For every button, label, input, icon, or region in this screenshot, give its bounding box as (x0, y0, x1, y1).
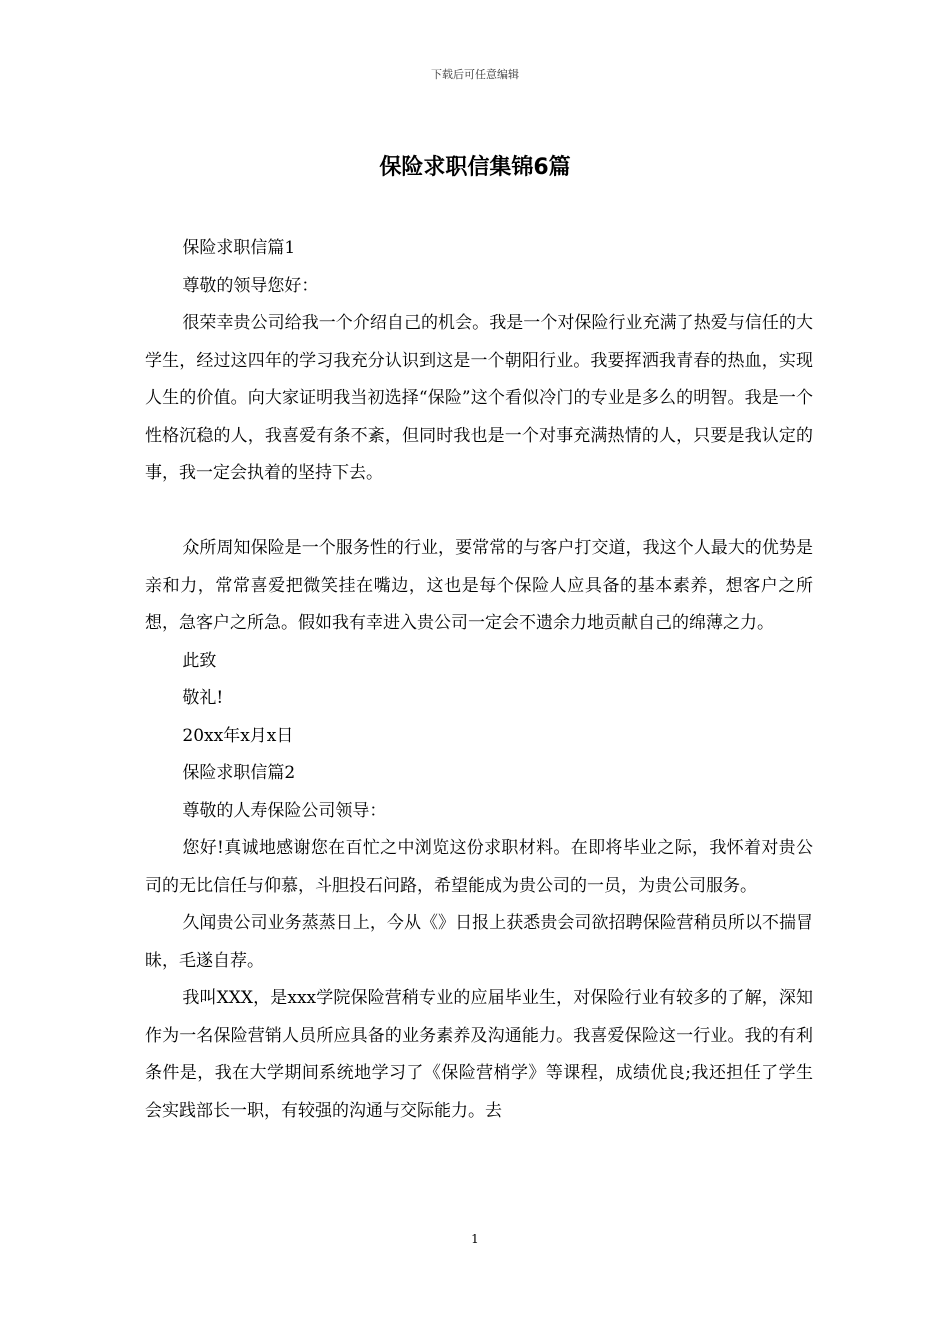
document-title: 保险求职信集锦6篇 (379, 155, 571, 180)
letter-date: 20xx年x月x日 (182, 725, 294, 746)
body-paragraph: 我叫XXX，是xxx学院保险营稍专业的应届毕业生，对保险行业有较多的了解，深知作为一名保险营销人员所应具备的业务素养及沟通能力。我喜爱保险这一行业。我的有利条件是，我在大学期间系统地学习了《保险营梢学》等课程，成绩优良;我还担任了学生会实践部长一职，有较强的沟通与交际能力。去 (145, 988, 813, 1121)
body-paragraph: 久闻贵公司业务蒸蒸日上，今从《》日报上获悉贵会司欲招聘保险营稍员所以不揣冒昧，毛遂自荐。 (145, 913, 813, 971)
section-heading-2: 保险求职信篇2 (182, 763, 296, 783)
page-header-note: 下载后可任意编辑 (431, 68, 519, 81)
salutation-1: 尊敬的领导您好： (182, 275, 319, 296)
section-heading-1: 保险求职信篇1 (182, 238, 296, 258)
body-paragraph: 您好!真诚地感谢您在百忙之中浏览这份求职材料。在即将毕业之际，我怀着对贵公司的无比信任与仰慕，斗胆投石问路，希望能成为贵公司的一员，为贵公司服务。 (145, 838, 813, 896)
page-number: 1 (471, 1232, 479, 1246)
closing-line: 敬礼! (182, 688, 224, 708)
document-body (145, 230, 813, 1130)
body-paragraph: 很荣幸贵公司给我一个介绍自己的机会。我是一个对保险行业充满了热爱与信任的大学生，经过这四年的学习我充分认识到这是一个朝阳行业。我要挥洒我青春的热血，实现人生的价值。向大家证明我当初选择“保险”这个看似冷门的专业是多么的明智。我是一个性格沉稳的人，我喜爱有条不紊，但同时我也是一个对事充满热情的人，只要是我认定的事，我一定会执着的坚持下去。 (145, 313, 813, 483)
salutation-2: 尊敬的人寿保险公司领导： (182, 800, 387, 821)
closing-line: 此致 (182, 650, 217, 671)
body-paragraph: 众所周知保险是一个服务性的行业，要常常的与客户打交道，我这个人最大的优势是亲和力，常常喜爱把微笑挂在嘴边，这也是每个保险人应具备的基本素养，想客户之所想，急客户之所急。假如我有幸进入贵公司一定会不遗余力地贡献自己的绵薄之力。 (145, 538, 813, 633)
